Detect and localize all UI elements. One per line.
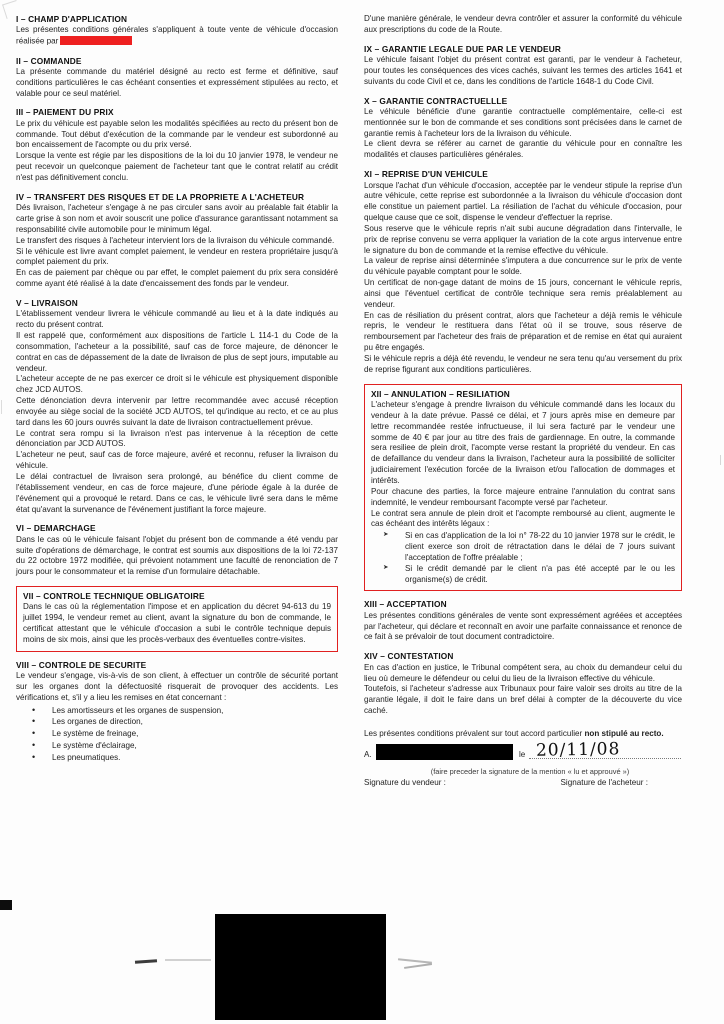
scan-edge-tick-bottom-left	[0, 900, 12, 910]
redaction-bar-place	[376, 744, 513, 760]
section-VII-highlight-box	[16, 586, 338, 652]
left-column	[0, 14, 344, 787]
section-II-body: La présente commande du matériel désigné au recto est ferme et définitive, sauf conditions particulières le cas échéant consenties et expressément stipulées au recto, et valable pour ce seul matériel.	[16, 66, 338, 98]
scan-smudge-left	[135, 959, 157, 964]
section-I-title: I – CHAMP D'APPLICATION	[16, 14, 128, 24]
section-IX-title: IX – GARANTIE LEGALE DUE PAR LE VENDEUR	[364, 43, 562, 54]
handwritten-date: 20/11/08	[535, 738, 621, 761]
signature-labels-row	[364, 778, 682, 787]
section-VI-body: Dans le cas où le véhicule faisant l'objet du présent bon de commande a été vendu par suite d'opérations de démarchage, le contrat est soumis aux dispositions de la loi 72-137 du 22 octobre 1972 modifiée, qui prévoient notamment une faculté de renonciation de 7 jours pour le consommateur et la remise d'un formulaire détachable.	[16, 534, 338, 577]
section-X-title: X – GARANTIE CONTRACTUELLLE	[364, 95, 508, 106]
list-item: • Les organes de direction,	[16, 716, 338, 728]
list-item: • Le système d'éclairage,	[16, 740, 338, 752]
section-I-text: Les présentes conditions générales s'appliquent à toute vente de véhicule d'occasion réalisée par	[16, 25, 338, 46]
section-XI-body: Lorsque l'achat d'un véhicule d'occasion, acceptée par le vendeur stipule la reprise d'un autre véhicule, cette reprise est subordonnée a la livraison du véhicule d'occasion dont elle constitue un paiement partiel. La résiliation de l'achat du véhicule d'occasion, pour quelque cause que ce soit, dispense le vendeur d'effectuer la reprise. Sous reserve que le véhicule repris n'ait subi aucune dégradation dans l'intervalle, le prix de reprise convenu se verra appliquer la variation de la cote argus intervenue entre le signature du bon de commande et la remise effective du véhicule. La valeur de reprise ainsi déterminée s'imputera a due concurrence sur le prix de vente du véhicule payable comptant pour le solde. Un certificat de non-gage datant de moins de 15 jours, concernant le véhicule repris, ainsi que l'éventuel certificat de contrôle technique sera remis préalablement au vendeur. En cas de résiliation du présent contrat, alors que l'acheteur a déjà remis le véhicule repris, le vendeur le restituera dans l'état où il se trouve, sous réserve de remboursement par l'acheteur des frais de préparation et de remise en état qui auraient pu être engagés. Si le véhicule repris a déjà été revendu, le vendeur ne sera tenu qu'au versement du prix de reprise figurant aux conditions particulières.	[364, 180, 682, 374]
section-IV-body: Dés livraison, l'acheteur s'engage à ne pas circuler sans avoir au préalable fait établir la carte grise à son nom et avoir souscrit une police d'assurance garantissant notamment sa responsabilité civile automobile pour le minimum légal. Le transfert des risques à l'acheteur intervient lors de la livraison du véhicule commandé. Si le véhicule est livre avant complet paiement, le vendeur en restera propriétaire jusqu'à complet paiement du prix. En cas de paiement par chèque ou par effet, le complet paiement du prix sera considéré comme ayant été réalisé à la date d'encaissement des fonds par le vendeur.	[16, 203, 338, 289]
section-IX-body: Le véhicule faisant l'objet du présent contrat est garanti, par le vendeur à l'acheteur, pour toutes les conséquences des vices cachés, suivant les termes des articles 1641 et suivants du code Civil et ce, dans les conditions de l'article 1648-1 du Code Civil.	[364, 55, 682, 86]
seller-signature-label: Signature du vendeur :	[364, 777, 446, 787]
section-XII-arrow-list	[371, 531, 675, 585]
section-XIV	[364, 651, 682, 717]
prevail-bold-text: non stipulé au recto.	[584, 728, 664, 738]
section-XII-highlight-box	[364, 384, 682, 592]
section-VI	[16, 523, 338, 578]
section-III-body: Le prix du véhicule est payable selon les modalités spécifiées au recto du présent bon de commande. Tout début d'exécution de la commande par le vendeur est subordonné au bon encaissement de l'acompte ou du prix versé. Lorsque la vente est régie par les dispositions de la loi du 10 janvier 1978, le vendeur ne peut recevoir un quelconque paiement de l'acheteur tant que le contrat relatif au crédit n'est pas définitivement conclu.	[16, 118, 338, 183]
section-VII-body: Dans le cas où la réglementation l'impose et en application du décret 94-613 du 19 juillet 1994, le vendeur remet au client, avant la signature du bon de commande, le certificat attestant que le véhicule d'occasion a subi le contrôle technique depuis moins de six mois, ainsi que les procès-verbaux des éventuelles contre-visites.	[23, 602, 331, 644]
section-V-body: L'établissement vendeur livrera le véhicule commandé au lieu et à la date indiqués au recto du présent contrat. Il est rappelé que, conformément aux dispositions de l'article L 114-1 du Code de la consommation, l'acheteur a la possibilité, sauf cas de force majeure, de dénoncer le contrat en cas de dépassement de la date de livraison de plus de sept jours, imputable au vendeur. L'acheteur accepte de ne pas exercer ce droit si le véhicule est physiquement disponible chez JCD AUTOS. Cette dénonciation devra intervenir par lettre recommandée avec accusé réception envoyée au siège social de la société JCD AUTOS, tel qu'indique au recto, et ce au plus tard dans les 60 jours ouvrés suivant la date de livraison contractuellement prévue. Le contrat sera rompu si la livraison n'est pas intervenue à la réception de cette dénonciation par JCD AUTOS. L'acheteur ne peut, sauf cas de force majeure, avéré et reconnu, refuser la livraison du véhicule. Le délai contractuel de livraison sera prolongé, au bénéfice du client comme de l'établissement vendeur, en cas de force majeure, d'une période égale à la durée de l'événement qui a provoqué le retard. Dans ce cas, le véhicule livré sera dans le même état qu'avant la survenance de l'événement justifiant la force majeure.	[16, 309, 338, 514]
prevail-statement	[364, 729, 682, 740]
section-XIV-body: En cas d'action en justice, le Tribunal compétent sera, au choix du demandeur celui du lieu où demeure le défendeur ou celui du lieu de la livraison effective du véhicule. Toutefois, si l'acheteur s'adresse aux Tribunaux pour faire valoir ses droits au titre de la garantie légale, il doit le faire dans un bref délai à compter de la découverte du vice caché.	[364, 662, 682, 716]
right-column-intro	[364, 14, 682, 36]
section-I-body	[16, 25, 338, 47]
list-item: ➤ Si le crédit demandé par le client n'a pas été accepté par le ou les organisme(s) de crédit.	[371, 564, 675, 586]
list-item: • Les amortisseurs et les organes de suspension,	[16, 705, 338, 717]
section-VI-title: VI – DEMARCHAGE	[16, 523, 96, 534]
section-XII-body: L'acheteur s'engage à prendre livraison du véhicule commandé dans les locaux du vendeur à la date prévue. Passé ce délai, et 7 jours après mise en demeure par lettre recommandée restée infructueuse, il lui sera facturé par le vendeur une somme de 40 € par jour au titre des frais de gardiennage. En outre, la commande sera resiliee de plein droit, l'acompte verse restant la propriété du vendeur. En cas de defaillance du vendeur dans la livraison, l'acheteur aura la possibilité de solliciter judiciairement l'exécution forcée de la livraison et/ou l'allocation de dommages et intérêts. Pour chacune des parties, la force majeure entraine l'annulation du contrat sans indemnité, le vendeur remboursant l'acompte versé par l'acheteur. Le contrat sera annule de plein droit et l'acompte remboursé au client, augmente le cas échéant des intérêts légaux :	[371, 400, 675, 529]
signature-block	[364, 729, 682, 787]
scan-smudge-left-faint	[165, 959, 211, 961]
list-item: • Le système de freinage,	[16, 728, 338, 740]
section-XI-title: XI – REPRISE D'UN VEHICULE	[364, 169, 488, 180]
section-I	[16, 14, 338, 48]
section-XIII-body: Les présentes conditions générales de vente sont expressément agréées et acceptées par l'acheteur, qui déclare et reconnaît en avoir une parfaite connaissance et renonce de ce fait à se prévaloir de tout document contradictoire.	[364, 610, 682, 642]
section-II-title: II – COMMANDE	[16, 55, 82, 66]
section-VIII-bullet-list	[16, 705, 338, 764]
section-V	[16, 298, 338, 515]
intro-paragraph: D'une manière générale, le vendeur devra contrôler et assurer la conformité du véhicule aux prescriptions du code de la Route.	[364, 14, 682, 34]
section-II	[16, 56, 338, 100]
section-III-title: III – PAIEMENT DU PRIX	[16, 107, 114, 118]
section-VIII	[16, 660, 338, 764]
section-V-title: V – LIVRAISON	[16, 297, 78, 308]
section-XIII	[364, 599, 682, 643]
section-X-body: Le véhicule bénéficie d'une garantie contractuelle complémentaire, celle-ci est mentionnée sur le bon de commande et ses conditions sont précisées dans le carnet de garantie remis à l'acheteur lors de la livraison du véhicule. Le client devra se référer au carnet de garantie du véhicule pour en connaître les modalités et clauses particulières générales.	[364, 106, 682, 160]
prevail-text: Les présentes conditions prévalent sur tout accord particulier	[364, 728, 585, 738]
section-IX	[364, 44, 682, 88]
section-XIV-title: XIV – CONTESTATION	[364, 651, 454, 662]
list-item: ➤ Si en cas d'application de la loi n° 78-22 du 10 janvier 1978 sur le crédit, le client exerce son droit de rétractation dans le délai de 7 jours suivant l'acceptation de l'offre préalable ;	[371, 531, 675, 564]
place-label: A.	[364, 749, 372, 759]
right-column	[356, 14, 700, 787]
section-IV	[16, 192, 338, 290]
section-X	[364, 96, 682, 162]
place-and-date-row	[364, 738, 682, 766]
section-IV-title: IV – TRANSFERT DES RISQUES ET DE LA PROPRIETE A L'ACHETEUR	[16, 191, 305, 202]
section-VII-title: VII – CONTROLE TECHNIQUE OBLIGATOIRE	[23, 591, 205, 602]
section-XII-title: XII – ANNULATION – RESILIATION	[371, 388, 510, 399]
section-XIII-title: XIII – ACCEPTATION	[364, 599, 447, 610]
redaction-bar-red	[60, 36, 132, 45]
section-VIII-body: Le vendeur s'engage, vis-à-vis de son client, à effectuer un contrôle de sécurité portant sur les organes dont la défectuosité risquerait de provoquer des accidents. Les vérifications et, s'il y a lieu les remises en état concernant :	[16, 671, 338, 702]
redaction-box-stamp	[215, 914, 386, 1020]
handwritten-signature-mark	[398, 956, 436, 970]
list-item: • Les pneumatiques.	[16, 752, 338, 764]
date-label: le	[519, 749, 526, 759]
two-column-body	[0, 14, 724, 787]
section-III	[16, 107, 338, 183]
section-VIII-title: VIII – CONTROLE DE SECURITE	[16, 659, 147, 670]
section-XI	[364, 169, 682, 376]
buyer-signature-label: Signature de l'acheteur :	[560, 777, 648, 787]
mention-note: (faire preceder la signature de la mention « lu et approuvé »)	[430, 766, 630, 776]
